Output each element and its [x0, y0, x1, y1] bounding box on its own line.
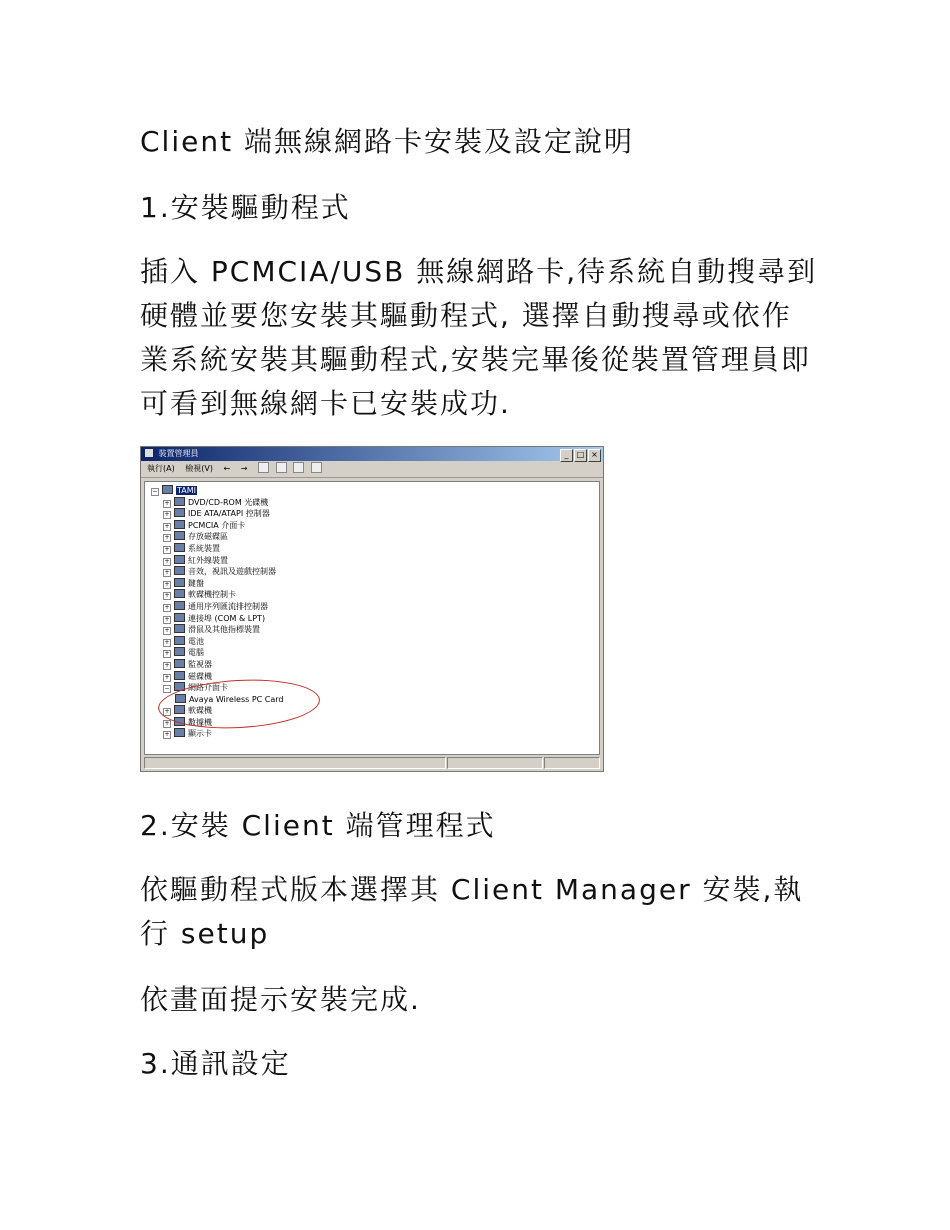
- tree-item: + 通用序列匯流排控制器: [164, 601, 268, 611]
- device-icon: [174, 531, 185, 540]
- tree-item: + 軟碟機: [164, 706, 212, 716]
- computer-icon: [145, 449, 153, 457]
- section1-paragraph: 插入 PCMCIA/USB 無線網路卡,待系統自動搜尋到硬體並要您安裝其驅動程式, 選擇自動搜尋或依作業系統安裝其驅動程式,安裝完畢後從裝置管理員即可看到無線網卡已安裝成功.: [140, 255, 818, 420]
- properties-icon: [258, 462, 269, 473]
- window-title: 裝置管理員: [158, 449, 199, 458]
- window-toolbar: [141, 461, 603, 478]
- device-icon: [174, 601, 185, 610]
- device-icon: [174, 589, 185, 598]
- tree-item: + 軟碟機控制卡: [164, 590, 236, 600]
- device-icon: [174, 659, 185, 668]
- tree-item: + 數據機: [164, 717, 212, 727]
- device-icon: [174, 636, 185, 645]
- tree-item: + IDE ATA/ATAPI 控制器: [164, 509, 270, 519]
- section2-heading: 2.安裝 Client 端管理程式: [140, 809, 496, 842]
- close-icon: ×: [588, 449, 601, 462]
- tree-item: + 紅外線裝置: [164, 555, 228, 565]
- tree-item: + 監視器: [164, 659, 212, 669]
- tree-item: + PCMCIA 介面卡: [164, 520, 246, 530]
- device-icon: [174, 566, 185, 575]
- device-icon: [174, 508, 185, 517]
- tree-item: + 系統裝置: [164, 543, 220, 553]
- device-icon: [174, 543, 185, 552]
- doc-title: Client 端無線網路卡安裝及設定說明: [140, 125, 634, 158]
- section1-heading: 1.安裝驅動程式: [140, 191, 351, 224]
- menu-action: 執行(A): [147, 464, 175, 473]
- section2-paragraph: 依驅動程式版本選擇其 Client Manager 安裝,執行 setup: [140, 873, 804, 950]
- forward-icon: →: [240, 464, 248, 473]
- refresh-icon: [276, 462, 287, 473]
- device-icon: [174, 578, 185, 587]
- window-titlebar: [141, 447, 603, 461]
- device-icon: [174, 520, 185, 529]
- device-icon: [174, 647, 185, 656]
- tree-item-network: − 網路介面卡: [164, 683, 228, 693]
- tree-item: + 電池: [164, 636, 204, 646]
- section3-heading: 3.通訊設定: [140, 1047, 291, 1080]
- tree-item: + 鍵盤: [164, 578, 204, 588]
- tree-item: + 磁碟機: [164, 671, 212, 681]
- device-icon: [174, 624, 185, 633]
- device-icon: [174, 728, 185, 737]
- device-icon: [174, 497, 185, 506]
- tree-item: + 存放磁碟區: [164, 532, 228, 542]
- tree-item: + 顯示卡: [164, 729, 212, 739]
- tree-item: + 連接埠 (COM & LPT): [164, 613, 266, 623]
- computer-icon: [162, 485, 173, 494]
- maximize-icon: □: [574, 449, 587, 462]
- device-icon: [174, 613, 185, 622]
- window-controls: [559, 448, 601, 462]
- tree-item: + 電腦: [164, 648, 204, 658]
- menu-view: 檢視(V): [185, 464, 213, 473]
- device-icon: [174, 671, 185, 680]
- tree-item: + 滑鼠及其他指標裝置: [164, 625, 260, 635]
- tree-item: + DVD/CD-ROM 光碟機: [164, 497, 269, 507]
- help-icon: [293, 462, 304, 473]
- minimize-icon: _: [560, 449, 573, 462]
- window-statusbar: [144, 757, 600, 769]
- section2-paragraph-2: 依畫面提示安裝完成.: [140, 983, 421, 1016]
- tree-item-wireless-card: Avaya Wireless PC Card: [145, 694, 599, 706]
- tree-item: + 音效，視訊及遊戲控制器: [164, 567, 276, 577]
- device-icon: [174, 555, 185, 564]
- scan-icon: [311, 462, 322, 473]
- back-icon: ←: [223, 464, 231, 473]
- tree-root: − TAMI: [152, 486, 196, 495]
